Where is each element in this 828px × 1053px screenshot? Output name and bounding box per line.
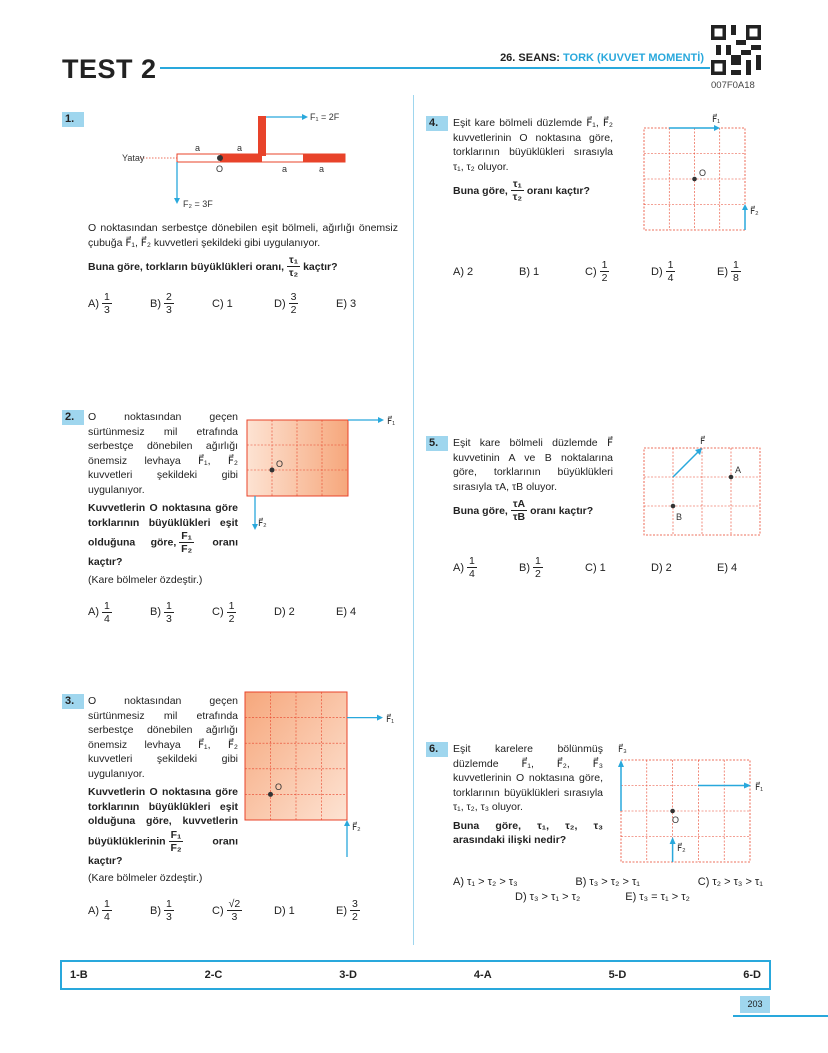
option-letter: A) xyxy=(453,265,464,278)
num: F₁ xyxy=(170,828,182,841)
num: 1 xyxy=(469,555,475,567)
option-letter: A) xyxy=(88,297,99,310)
option-letter: C) xyxy=(212,904,224,917)
den: F₂ xyxy=(181,543,193,555)
num: 1 xyxy=(228,599,235,612)
den: 2 xyxy=(535,568,541,580)
session-label: 26. SEANS: xyxy=(500,52,564,64)
num: 1 xyxy=(166,898,172,910)
question-number: 4. xyxy=(426,116,448,131)
option-b[interactable] xyxy=(519,266,585,278)
option-e[interactable] xyxy=(336,898,398,923)
answer-key xyxy=(60,960,771,990)
q3-fraction xyxy=(169,829,184,854)
num: τ₁ xyxy=(512,178,522,190)
q6-figure xyxy=(610,740,780,870)
den: 2 xyxy=(601,272,608,284)
q4-fraction xyxy=(511,178,524,203)
num: τA xyxy=(512,498,526,510)
option-b[interactable] xyxy=(519,555,585,580)
den: 2 xyxy=(228,612,235,625)
option-d[interactable] xyxy=(274,291,336,316)
den: 3 xyxy=(166,612,172,625)
answer-key-item: 4-A xyxy=(473,969,492,981)
q3-text: O noktasından geçen sürtünmesiz mil etrafında serbestçe dönebilen ağırlığı önemsiz levhaya F⃗₁, F⃗₂ kuvvetleri şekildeki gibi uygulanıyor. xyxy=(88,695,238,780)
option-value: 2 xyxy=(665,561,672,574)
q1-body xyxy=(88,221,398,316)
option-letter: D) xyxy=(651,265,663,278)
option-letter: D) xyxy=(274,606,286,618)
force-f2-label: F⃗₂ xyxy=(258,518,267,528)
option-letter: A) xyxy=(88,904,99,917)
option-value: 2 xyxy=(467,265,474,278)
option-letter: A) xyxy=(88,606,99,618)
option-e[interactable] xyxy=(336,606,398,618)
option-letter: C) xyxy=(212,606,224,618)
length-label: a xyxy=(237,143,243,153)
option-letter: B) xyxy=(150,297,161,310)
pivot-label: O xyxy=(216,164,224,174)
option-value: 4 xyxy=(350,606,357,618)
option-fraction xyxy=(164,600,174,625)
num: τ₁ xyxy=(289,254,299,266)
answer-key-item: 6-D xyxy=(743,969,761,981)
session-topic: TORK (KUVVET MOMENTİ) xyxy=(563,52,704,64)
q1-text: O noktasından serbestçe dönebilen eşit bölmeli, ağırlığı önemsiz çubuğa F⃗₁, F⃗₂ kuvvetleri şekildeki gibi uygulanıyor. xyxy=(88,222,398,249)
num: 1 xyxy=(535,555,541,567)
option-fraction xyxy=(102,898,112,923)
point-a-label: A xyxy=(735,465,742,475)
option-a[interactable] xyxy=(88,600,150,625)
option-a[interactable] xyxy=(453,266,519,278)
question-number: 6. xyxy=(426,742,448,757)
option-letter: C) xyxy=(585,265,597,278)
q5-figure xyxy=(640,435,770,540)
option-b[interactable] xyxy=(150,600,212,625)
question-number: 3. xyxy=(62,694,84,709)
session-title xyxy=(500,52,704,64)
q1-options xyxy=(88,291,398,316)
force-f1-label: F⃗₁ xyxy=(755,782,764,792)
den: 4 xyxy=(104,911,110,923)
num: 2 xyxy=(166,291,172,303)
option-b[interactable] xyxy=(150,291,212,316)
den: 3 xyxy=(104,304,110,316)
question-number: 5. xyxy=(426,436,448,451)
option-fraction xyxy=(666,259,676,284)
pivot-label: O xyxy=(275,782,283,792)
option-letter: C) xyxy=(585,561,597,574)
q2-question xyxy=(88,501,238,570)
option-fraction xyxy=(227,600,237,625)
option-fraction xyxy=(164,898,174,923)
option-a[interactable] xyxy=(88,291,150,316)
option-c[interactable] xyxy=(212,600,274,625)
header-divider xyxy=(160,67,710,69)
option-e[interactable]: E) τ₃ = τ₁ > τ₂ xyxy=(625,890,690,903)
num: 1 xyxy=(104,291,110,303)
qr-code-id: 007F0A18 xyxy=(711,80,755,91)
force-f1-label: F⃗₁ xyxy=(387,416,396,426)
q1-fraction xyxy=(287,254,300,279)
option-value: 3 xyxy=(350,297,357,310)
force-f2-label: F⃗₂ xyxy=(677,843,686,853)
q1-ask-end: kaçtır? xyxy=(303,260,338,273)
option-value: 4 xyxy=(731,561,738,574)
force-f1-label: F₁ = 2F xyxy=(310,112,340,122)
den: τ₂ xyxy=(288,267,299,279)
num: F₁ xyxy=(181,530,192,542)
q2-note: (Kare bölmeler özdeştir.) xyxy=(88,573,203,586)
num: 1 xyxy=(601,259,608,271)
option-fraction xyxy=(731,259,741,284)
option-d[interactable] xyxy=(274,606,336,618)
option-value: 1 xyxy=(288,904,295,917)
option-value: 2 xyxy=(288,606,295,618)
den: 3 xyxy=(166,911,172,923)
q2-ask-end: oranı kaçtır? xyxy=(88,536,238,568)
q5-ask: Buna göre, xyxy=(453,504,508,517)
q3-ask: Kuvvetlerin O noktasına göre torklarının büyüklükleri eşit olduğuna göre, kuvvetlerin büyüklüklerinin xyxy=(88,786,238,847)
option-value: 1 xyxy=(599,561,606,574)
question-number: 1. xyxy=(62,112,84,127)
force-f2-label: F⃗₂ xyxy=(352,822,361,832)
force-f2-label: F₂ = 3F xyxy=(183,199,213,209)
force-f1-label: F⃗₁ xyxy=(386,714,395,724)
option-fraction xyxy=(600,259,610,284)
option-letter: C) xyxy=(212,297,224,310)
num: 1 xyxy=(104,599,110,612)
option-letter: B) xyxy=(150,904,161,917)
q5-text: Eşit kare bölmeli düzlemde F⃗ kuvvetinin A ve B noktalarına göre, torklarının büyüklükleri sırasıyla τA, τB oluyor. xyxy=(453,437,613,493)
q2-options xyxy=(88,600,398,625)
option-c[interactable] xyxy=(585,562,651,574)
option-fraction xyxy=(102,291,112,316)
option-c[interactable] xyxy=(585,259,651,284)
q4-text: Eşit kare bölmeli düzlemde F⃗₁, F⃗₂ kuvvetlerinin O noktasına göre, torklarının büyüklükleri sırasıyla τ₁, τ₂ oluyor. xyxy=(453,117,613,173)
pivot-label: O xyxy=(276,459,284,469)
q3-question xyxy=(88,785,238,868)
q4-ask-end: oranı kaçtır? xyxy=(526,184,590,197)
den: 4 xyxy=(667,272,674,284)
q3-ask-end: oranı kaçtır? xyxy=(88,834,238,867)
q6-options xyxy=(453,876,763,903)
option-d[interactable] xyxy=(274,905,336,917)
option-letter: E) xyxy=(336,904,347,917)
q5-options xyxy=(453,555,783,580)
column-divider xyxy=(413,95,414,945)
option-a[interactable] xyxy=(453,555,519,580)
num: 1 xyxy=(733,259,739,271)
option-letter: E) xyxy=(717,561,728,574)
q2-figure xyxy=(240,410,400,540)
q2-text: O noktasından geçen sürtünmesiz mil etrafında serbestçe dönebilen ağırlığı önemsiz levhaya F⃗₁, F⃗₂ kuvvetleri şekildeki gibi uygulanıyor. xyxy=(88,411,238,496)
answer-key-item: 1-B xyxy=(70,969,88,981)
qr-code-icon[interactable] xyxy=(711,24,761,76)
option-letter: E) xyxy=(336,297,347,310)
option-letter: D) xyxy=(274,297,286,310)
q4-ask: Buna göre, xyxy=(453,184,508,197)
den: 4 xyxy=(104,612,110,625)
option-d[interactable]: D) τ₃ > τ₁ > τ₂ xyxy=(515,890,581,903)
option-fraction xyxy=(164,291,174,316)
option-fraction xyxy=(467,555,477,580)
option-fraction xyxy=(533,555,543,580)
option-a[interactable]: A) τ₁ > τ₂ > τ₃ xyxy=(453,875,518,888)
num: √2 xyxy=(228,898,241,910)
option-fraction xyxy=(289,291,299,316)
option-c[interactable] xyxy=(212,298,274,310)
force-f1-label: F⃗₁ xyxy=(712,114,721,124)
num: 1 xyxy=(667,259,674,271)
q2-fraction xyxy=(179,530,194,555)
option-value: 1 xyxy=(226,297,233,310)
option-c[interactable] xyxy=(212,898,274,923)
option-a[interactable] xyxy=(88,898,150,923)
point-b-label: B xyxy=(676,512,683,522)
q6-text: Eşit karelere bölünmüş düzlemde F⃗₁, F⃗₂, F⃗₃ kuvvetlerinin O noktasına göre, torklarının büyüklükleri sırasıyla τ₁, τ₂, τ₃ oluyor. xyxy=(453,743,603,813)
den: 2 xyxy=(352,911,358,923)
option-fraction xyxy=(227,898,243,923)
test-title: TEST 2 xyxy=(62,54,157,84)
option-letter: B) xyxy=(519,561,530,574)
horizontal-label: Yatay xyxy=(122,153,145,163)
q1-question xyxy=(88,254,398,279)
option-e[interactable] xyxy=(717,259,783,284)
q3-figure xyxy=(240,685,400,860)
q1-figure xyxy=(110,100,370,215)
page-number: 203 xyxy=(740,996,770,1013)
option-d[interactable] xyxy=(651,562,717,574)
num: 3 xyxy=(352,898,358,910)
option-letter: D) xyxy=(274,904,286,917)
q5-ask-end: oranı kaçtır? xyxy=(530,504,594,517)
den: 3 xyxy=(166,304,172,316)
option-letter: E) xyxy=(336,606,347,618)
answer-key-item: 2-C xyxy=(204,969,223,981)
num: 1 xyxy=(104,898,110,910)
question-number: 2. xyxy=(62,410,84,425)
num: 1 xyxy=(166,599,172,612)
pivot-label: O xyxy=(699,168,707,178)
q6-question: Buna göre, τ₁, τ₂, τ₃ arasındaki ilişki nedir? xyxy=(453,819,603,846)
den: 4 xyxy=(469,568,475,580)
option-letter: D) xyxy=(651,561,663,574)
option-e[interactable] xyxy=(336,298,398,310)
den: 8 xyxy=(733,272,739,284)
force-f2-label: F⃗₂ xyxy=(750,206,759,216)
option-letter: A) xyxy=(453,561,464,574)
footer-line xyxy=(733,1015,828,1017)
den: 3 xyxy=(231,911,238,923)
pivot-label: O xyxy=(672,815,680,825)
q1-ask: Buna göre, torkların büyüklükleri oranı, xyxy=(88,260,285,273)
length-label: a xyxy=(319,164,325,174)
den: 2 xyxy=(290,304,297,316)
q5-fraction xyxy=(511,498,527,523)
den: τ₂ xyxy=(512,191,523,203)
num: 3 xyxy=(290,291,297,303)
q3-note: (Kare bölmeler özdeştir.) xyxy=(88,872,203,884)
option-value: 1 xyxy=(533,265,540,278)
q3-options xyxy=(88,898,398,923)
option-d[interactable] xyxy=(651,259,717,284)
den: τB xyxy=(512,511,526,523)
option-c[interactable]: C) τ₂ > τ₃ > τ₁ xyxy=(697,875,763,888)
q4-figure xyxy=(640,110,770,235)
option-e[interactable] xyxy=(717,562,783,574)
length-label: a xyxy=(282,164,288,174)
answer-key-item: 3-D xyxy=(339,969,358,981)
answer-key-item: 5-D xyxy=(608,969,627,981)
option-letter: B) xyxy=(519,265,530,278)
option-fraction xyxy=(350,898,360,923)
length-label: a xyxy=(195,143,201,153)
option-letter: B) xyxy=(150,606,161,618)
option-b[interactable]: B) τ₃ > τ₂ > τ₁ xyxy=(575,875,640,888)
q2-ask: Kuvvetlerin O noktasına göre torklarının büyüklükleri eşit olduğuna göre, xyxy=(88,502,238,549)
force-label: F⃗ xyxy=(700,436,706,446)
option-b[interactable] xyxy=(150,898,212,923)
option-letter: E) xyxy=(717,265,728,278)
option-fraction xyxy=(102,600,112,625)
q4-options xyxy=(453,259,783,284)
force-f3-label: F⃗₃ xyxy=(618,744,627,754)
den: F₂ xyxy=(170,841,182,854)
